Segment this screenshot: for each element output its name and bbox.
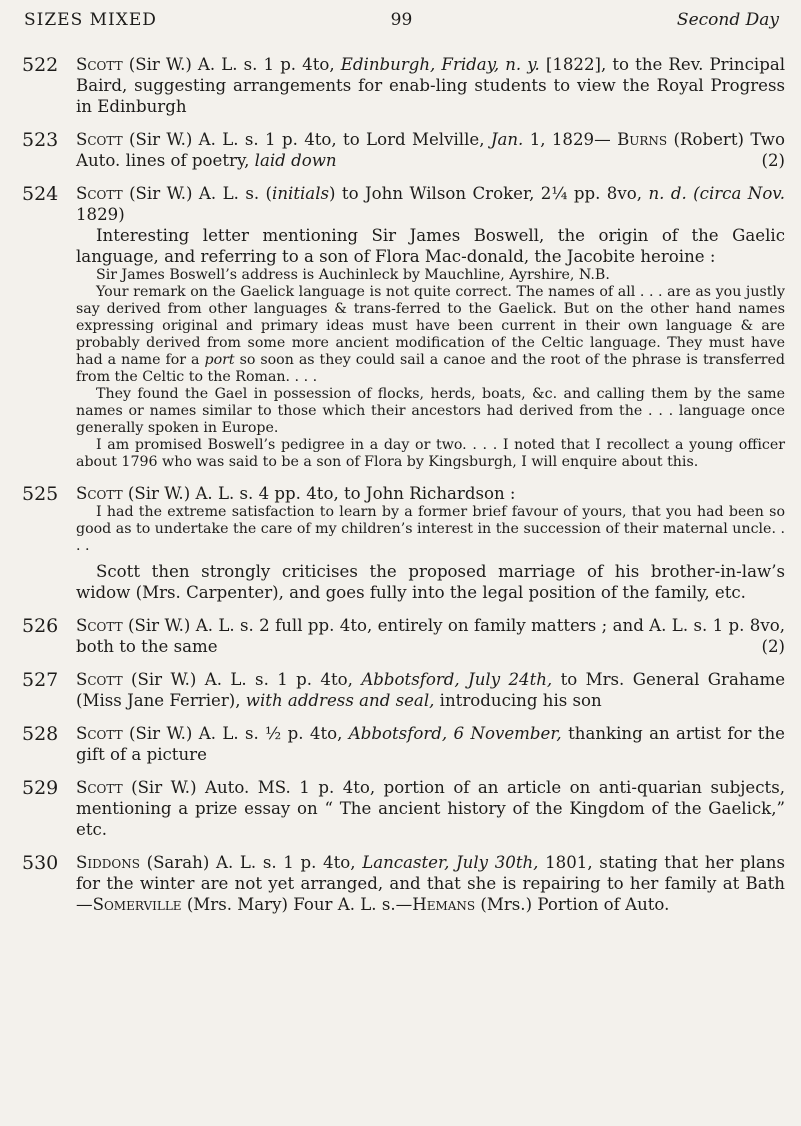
lot-description: Scott (Sir W.) A. L. s. 2 full pp. 4to, entirely on family matters ; and A. L. s. 1 p. 8vo, both to the same (2) xyxy=(76,616,786,656)
item-count: (2) xyxy=(761,151,785,170)
lot-number: 530 xyxy=(22,852,59,874)
lot-intro: Interesting letter mentioning Sir James Boswell, the origin of the Gaelic language, and referring to a son of Flora Mac-donald, the Jacobite heroine : xyxy=(76,226,785,266)
running-header xyxy=(24,10,779,36)
author-name: Burns xyxy=(617,130,668,149)
author-name: Scott xyxy=(76,724,123,743)
lot-number: 528 xyxy=(22,723,59,745)
author-name: Hemans xyxy=(412,895,476,914)
lot-description: Scott (Sir W.) A. L. s. (initials) to John Wilson Croker, 2¼ pp. 8vo, n. d. (circa Nov. 1829) Interesting letter mentioning Sir James Boswell, the origin of the Gaelic language, and referring to a son of Flora Mac-donald, the Jacobite heroine : Sir James Boswell’s address is Auchinleck by Mauchline, Ayrshire, N.B. Your remark on the Gaelick language is not quite correct. The names of all . . . are as you justly say derived from other languages & trans-ferred to the Gaelick. But on the other hand names expressing original and primary ideas must have been current in their own language & are probably derived from some more ancient modification of the Celtic language. They must have had a name for a port so soon as they could sail a canoe and the root of the phrase is transferred from the Celtic to the Roman. . . . They found the Gael in possession of flocks, herds, boats, &c. and calling them by the same names or names similar to those which their ancestors had derived from the . . . language once generally spoken in Europe. I am promised Boswell’s pedigree in a day or two. . . . I noted that I recollect a young officer about 1796 who was said to be a son of Flora by Kingsburgh, I will enquire about this. xyxy=(76,184,785,470)
lot-entry xyxy=(22,129,785,171)
lot-description: Scott (Sir W.) A. L. s. 1 p. 4to, Edinburgh, Friday, n. y. [1822], to the Rev. Principal Baird, suggesting arrangements for enab-ling students to view the Royal Progress in Edinburgh xyxy=(76,55,786,116)
letter-quote: Sir James Boswell’s address is Auchinleck by Mauchline, Ayrshire, N.B. Your remark on the Gaelick language is not quite correct. The names of all . . . are as you justly say derived from other languages & trans-ferred to the Gaelick. But on the other hand names expressing original and primary ideas must have been current in their own language & are probably derived from some more ancient modification of the Celtic language. They must have had a name for a port so soon as they could sail a canoe and the root of the phrase is transferred from the Celtic to the Roman. . . . They found the Gael in possession of flocks, herds, boats, &c. and calling them by the same names or names similar to those which their ancestors had derived from the . . . language once generally spoken in Europe. I am promised Boswell’s pedigree in a day or two. . . . I noted that I recollect a young officer about 1796 who was said to be a son of Flora by Kingsburgh, I will enquire about this. xyxy=(76,267,785,470)
lot-description: Scott (Sir W.) A. L. s. 1 p. 4to, to Lord Melville, Jan. 1, 1829— Burns (Robert) Two Auto. lines of poetry, laid down (2) xyxy=(76,130,785,170)
lot-number: 525 xyxy=(22,483,59,505)
lot-number: 523 xyxy=(22,129,59,151)
lot-description: Scott (Sir W.) A. L. s. 1 p. 4to, Abbotsford, July 24th, to Mrs. General Grahame (Miss Jane Ferrier), with address and seal, introducing his son xyxy=(76,670,786,710)
lot-description: Siddons (Sarah) A. L. s. 1 p. 4to, Lancaster, July 30th, 1801, stating that her plans for the winter are not yet arranged, and that she is repairing to her family at Bath—Somerville (Mrs. Mary) Four A. L. s.—Hemans (Mrs.) Portion of Auto. xyxy=(76,853,786,914)
lot-entry xyxy=(22,723,785,765)
author-name: Siddons xyxy=(76,853,140,872)
author-name: Scott xyxy=(76,778,123,797)
lot-entry xyxy=(22,852,785,915)
item-count: (2) xyxy=(761,637,785,656)
author-name: Scott xyxy=(76,55,123,74)
lot-number: 529 xyxy=(22,777,59,799)
header-section-title: SIZES MIXED xyxy=(24,10,157,30)
lot-entry xyxy=(22,777,785,840)
author-name: Scott xyxy=(76,130,123,149)
lot-entry xyxy=(22,669,785,711)
lot-entry xyxy=(22,615,785,657)
author-name: Scott xyxy=(76,616,123,635)
lot-description: Scott (Sir W.) Auto. MS. 1 p. 4to, portion of an article on anti-quarian subjects, mentioning a prize essay on “ The ancient history of the Kingdom of the Gaelick,” etc. xyxy=(76,778,785,839)
lot-entry xyxy=(22,183,785,471)
lot-entry xyxy=(22,483,785,603)
lot-list xyxy=(22,54,785,927)
lot-number: 526 xyxy=(22,615,59,637)
lot-note: Scott then strongly criticises the proposed marriage of his brother-in-law’s widow (Mrs. Carpenter), and goes fully into the legal position of the family, etc. xyxy=(76,562,785,602)
lot-number: 524 xyxy=(22,183,59,205)
author-name: Scott xyxy=(76,670,123,689)
lot-number: 522 xyxy=(22,54,59,76)
lot-number: 527 xyxy=(22,669,59,691)
author-name: Scott xyxy=(76,184,123,203)
author-name: Somerville xyxy=(92,895,182,914)
letter-quote: I had the extreme satisfaction to learn by a former brief favour of yours, that you had been so good as to undertake the care of my children’s interest in the succession of their maternal uncle. . . . xyxy=(76,504,785,554)
lot-entry xyxy=(22,54,785,117)
page-number: 99 xyxy=(390,10,413,30)
lot-description: Scott (Sir W.) A. L. s. 4 pp. 4to, to John Richardson : I had the extreme satisfaction to learn by a former brief favour of yours, that you had been so good as to undertake the care of my children’s interest in the succession of their maternal uncle. . . . Scott then strongly criticises the proposed marriage of his brother-in-law’s widow (Mrs. Carpenter), and goes fully into the legal position of the family, etc. xyxy=(76,484,785,602)
author-name: Scott xyxy=(76,484,123,503)
lot-description: Scott (Sir W.) A. L. s. ½ p. 4to, Abbotsford, 6 November, thanking an artist for the gift of a picture xyxy=(76,724,785,764)
header-day: Second Day xyxy=(676,10,779,30)
